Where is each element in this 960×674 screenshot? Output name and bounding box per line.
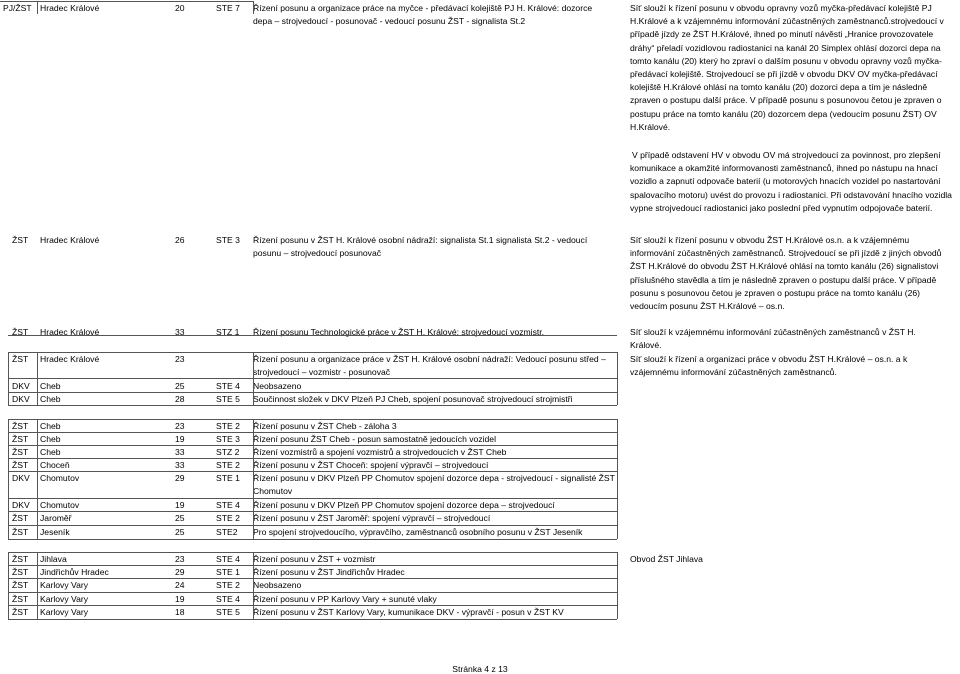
org-cell: PJ/ŽST [3, 3, 32, 13]
name-cell: Chomutov [40, 473, 80, 483]
name-cell: Cheb [40, 421, 61, 431]
name-cell: Choceň [40, 460, 70, 470]
channel-cell: 33 [175, 460, 185, 470]
org-cell: DKV [12, 473, 30, 483]
description-cell: Řízení posunu v DKV Plzeň PP Chomutov spojení dozorce depa - strojvedoucí - signalisté ŽST Chomutov [253, 473, 615, 496]
description-cell: Neobsazeno [253, 381, 302, 391]
notes-cell: Síť slouží k vzájemnému informování zúčastněných zaměstnanců v ŽST H. Králové. [630, 327, 916, 351]
description-cell: Řízení posunu v ŽST Jindřichův Hradec [253, 567, 405, 577]
name-cell: Hradec Králové [40, 327, 100, 337]
notes-paragraph: V případě odstavení HV v obvodu OV má strojvedoucí za povinnost, pro zlepšení komunikace a okamžité informovanosti zaměstnanců, ihned po nástupu na hnací vozidlo a zapnutí odpovače baterií (u motorových hnacích vozidel po nastartování spalovacího motoru) uvést do provozu i radiostanici. Při odstavování hnacího vozidla vypne strojvedoucí radiostanici jako poslední před vypnutím odpojovače baterií. [630, 150, 952, 213]
description-cell: Pro spojení strojvedoucího, výpravčího, zaměstnanců osobního posunu v ŽST Jeseník [253, 527, 583, 537]
description-cell: Řízení posunu Technologické práce v ŽST H. Králové: strojvedoucí vozmistr. [253, 327, 545, 337]
ste-cell: STE 1 [216, 567, 240, 577]
description-cell: Řízení posunu ŽST Cheb - posun samostatně jedoucích vozidel [253, 434, 496, 444]
channel-cell: 18 [175, 607, 185, 617]
name-cell: Hradec Králové [40, 3, 100, 13]
name-cell: Hradec Králové [40, 354, 100, 364]
description-cell: Řízení posunu v ŽST Karlovy Vary, kumunikace DKV - výpravčí - posun v ŽST KV [253, 607, 564, 617]
description-cell: Neobsazeno [253, 580, 302, 590]
ste-cell: STE2 [216, 527, 238, 537]
description-cell: Řízení vozmistrů a spojení vozmistrů a strojvedoucích v ŽST Cheb [253, 447, 507, 457]
notes-cell: Obvod ŽST Jihlava [630, 554, 703, 564]
ste-cell: STE 4 [216, 554, 240, 564]
channel-cell: 25 [175, 513, 185, 523]
description-cell: Řízení posunu v ŽST Cheb - záloha 3 [253, 421, 397, 431]
org-cell: ŽST [12, 327, 29, 337]
channel-cell: 20 [175, 3, 185, 13]
name-cell: Jeseník [40, 527, 70, 537]
org-cell: ŽST [12, 421, 29, 431]
channel-cell: 29 [175, 473, 185, 483]
name-cell: Cheb [40, 381, 61, 391]
channel-cell: 29 [175, 567, 185, 577]
ste-cell: STE 3 [216, 434, 240, 444]
ste-cell: STZ 1 [216, 327, 240, 337]
description-cell: Řízení posunu a organizace práce na myčce - předávací kolejiště PJ H. Králové: dozorce depa – strojvedoucí - posunovač - vedoucí posunu ŽST - signalista St.2 [253, 3, 593, 26]
name-cell: Jihlava [40, 554, 67, 564]
channel-cell: 25 [175, 527, 185, 537]
description-cell: Řízení posunu v DKV Plzeň PP Chomutov spojení dozorce depa – strojvedoucí [253, 500, 555, 510]
ste-cell: STE 4 [216, 594, 240, 604]
page-number: Stránka 4 z 13 [452, 664, 508, 674]
name-cell: Karlovy Vary [40, 594, 89, 604]
notes-cell: Síť slouží k řízení a organizaci práce v obvodu ŽST H.Králové – os.n. a k vzájemnému informování zúčastněných zaměstnanců. [630, 354, 908, 378]
description-cell: Součinnost složek v DKV Plzeň PJ Cheb, spojení posunovač strojvedoucí strojmistři [253, 394, 573, 404]
org-cell: ŽST [12, 460, 29, 470]
description-cell: Řízení posunu v ŽST Jaroměř: spojení výpravčí – strojvedoucí [253, 513, 491, 523]
org-cell: ŽST [12, 580, 29, 590]
notes-paragraph: Síť slouží k řízení posunu v obvodu opravny vozů myčka-předávací kolejiště PJ H.Králové a k vzájemnému informování zúčastněných zaměstnanců.strojvedoucí v případě jízdy ze ŽST H.Králové, ihned po minutí návěsti „Hranice provozovatele dráhy“ přeladí vozidlovou radiostanici na kanál 20 Simplex ohlásí dozorci depa na tomto kanálu (20) který ho zpraví o dalším posunu v obvodu opravny vozů myčka-předávací kolejiště. Strojvedoucí se při jízdě v obvodu DKV OV myčka-předávací kolejiště H.Králové ohlásí na tomto kanálu (20) dozorci depa a tím je následně zpraven o postupu další práce. V případě posunu s posunovou četou je zpraven o postupu práce na tomto kanálu (20) dozorcem depa (vedoucím posunu ŽST) OV H.Králové. [630, 3, 944, 132]
ste-cell: STE 7 [216, 3, 240, 13]
org-cell: ŽST [12, 513, 29, 523]
channel-cell: 23 [175, 354, 185, 364]
org-cell: ŽST [12, 354, 29, 364]
channel-cell: 33 [175, 447, 185, 457]
channel-cell: 33 [175, 327, 185, 337]
ste-cell: STE 5 [216, 394, 240, 404]
channel-cell: 19 [175, 594, 185, 604]
org-cell: DKV [12, 500, 30, 510]
ste-cell: STE 2 [216, 460, 240, 470]
channel-cell: 26 [175, 235, 185, 245]
ste-cell: STE 2 [216, 421, 240, 431]
channel-cell: 28 [175, 394, 185, 404]
org-cell: DKV [12, 381, 30, 391]
name-cell: Cheb [40, 434, 61, 444]
ste-cell: STZ 2 [216, 447, 240, 457]
org-cell: ŽST [12, 235, 29, 245]
channel-cell: 24 [175, 580, 185, 590]
channel-cell: 19 [175, 500, 185, 510]
org-cell: DKV [12, 394, 30, 404]
name-cell: Karlovy Vary [40, 580, 89, 590]
ste-cell: STE 4 [216, 381, 240, 391]
ste-cell: STE 2 [216, 580, 240, 590]
org-cell: ŽST [12, 594, 29, 604]
org-cell: ŽST [12, 607, 29, 617]
org-cell: ŽST [12, 447, 29, 457]
description-cell: Řízení posunu a organizace práce v ŽST H. Králové osobní nádraží: Vedoucí posunu střed – strojvedoucí – vozmistr - posunovač [253, 354, 606, 377]
name-cell: Chomutov [40, 500, 80, 510]
name-cell: Karlovy Vary [40, 607, 89, 617]
channel-cell: 25 [175, 381, 185, 391]
channel-cell: 23 [175, 554, 185, 564]
ste-cell: STE 2 [216, 513, 240, 523]
name-cell: Cheb [40, 394, 61, 404]
description-cell: Řízení posunu v ŽST Choceň: spojení výpravčí – strojvedoucí [253, 460, 489, 470]
description-cell: Řízení posunu v PP Karlovy Vary + sunuté vlaky [253, 594, 437, 604]
name-cell: Cheb [40, 447, 61, 457]
notes-cell: Síť slouží k řízení posunu v obvodu ŽST H.Králové os.n. a k vzájemnému informování zúčastněných zaměstnanců. Strojvedoucí se při jízdě z jiných obvodů ŽST H.Králové do obvodu ŽST H.Králové ohlásí na tomto kanálu (26) signalistovi příslušného stavědla a tím je následně zpraven o postupu další práce. V případě posunu s posunovou četou je zpraven o postupu práce na tomto kanálu (26) vedoucím posunu ŽST H.Králové – os.n. [630, 235, 942, 312]
ste-cell: STE 3 [216, 235, 240, 245]
name-cell: Hradec Králové [40, 235, 100, 245]
description-cell: Řízení posunu v ŽST + vozmistr [253, 554, 376, 564]
channel-cell: 23 [175, 421, 185, 431]
name-cell: Jaroměř [40, 513, 72, 523]
org-cell: ŽST [12, 567, 29, 577]
channel-cell: 19 [175, 434, 185, 444]
org-cell: ŽST [12, 554, 29, 564]
ste-cell: STE 4 [216, 500, 240, 510]
ste-cell: STE 5 [216, 607, 240, 617]
org-cell: ŽST [12, 434, 29, 444]
org-cell: ŽST [12, 527, 29, 537]
ste-cell: STE 1 [216, 473, 240, 483]
name-cell: Jindřichův Hradec [40, 567, 109, 577]
description-cell: Řízení posunu v ŽST H. Králové osobní nádraží: signalista St.1 signalista St.2 - vedoucí posunu – strojvedoucí posunovač [253, 235, 588, 258]
